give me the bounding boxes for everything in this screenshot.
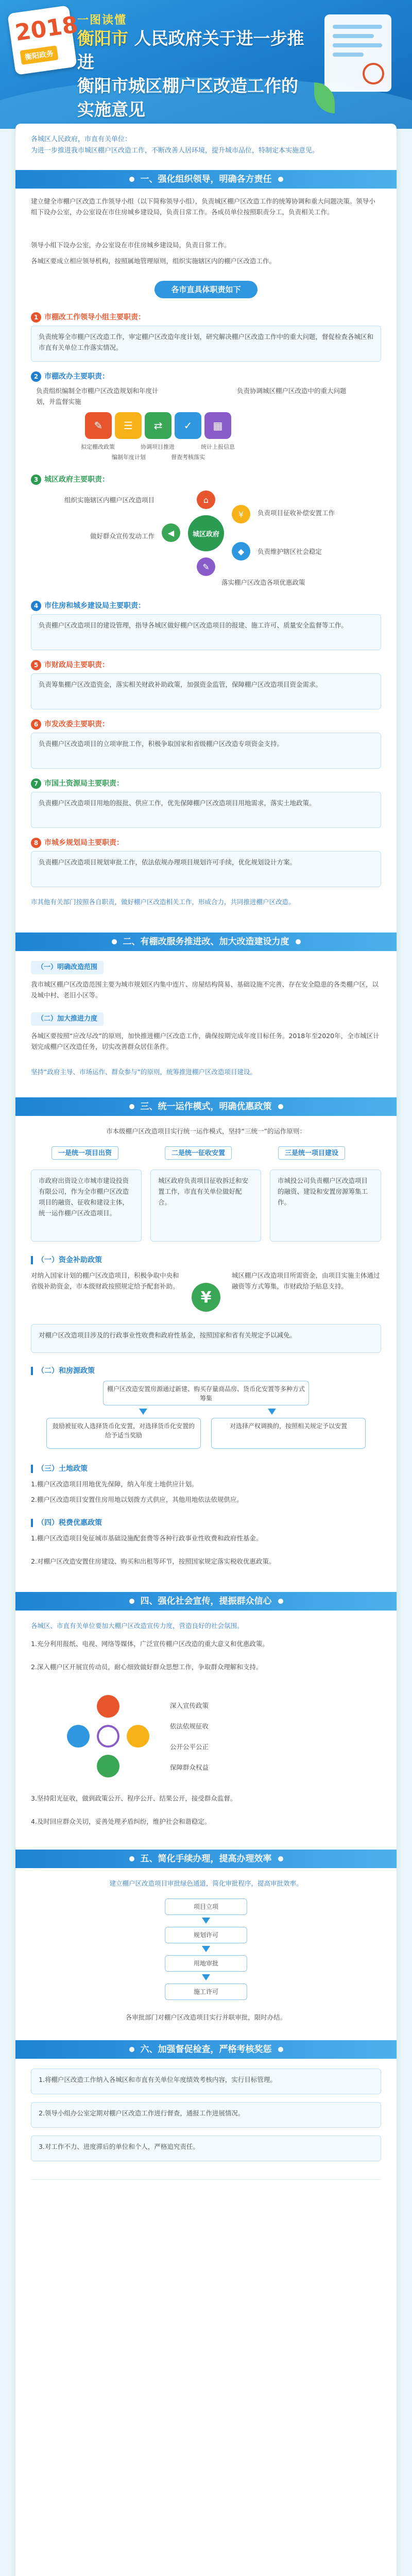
puzzle-piece-coordinate-icon: ⇄: [145, 412, 171, 439]
title-line-1: 人民政府关于进一步推进: [77, 28, 304, 72]
puzzle-label-4: 督查考核落实: [171, 454, 205, 461]
s6-item-1: 1.将棚户区改造工作纳入各城区和市直有关单位年度绩效考核内容，实行目标管理。: [31, 2069, 381, 2094]
flower-diagram: [67, 1695, 149, 1777]
section-1-title: 一、强化组织领导，明确各方责任: [140, 174, 272, 184]
s4-paragraph-3: 3.坚持阳光征收，做到政策公开、程序公开、结果公开，接受群众监督。: [31, 1794, 237, 1802]
intro-text: 各城区人民政府，市直有关单位： 为进一步推进我市城区棚户区改造工作，不断改善人居环境，提升城市品位，特制定本实施意见。: [31, 135, 319, 155]
dept5-box: 负责筹集棚户区改造资金，落实相关财政补助政策，加强资金监管，保障棚户区改造项目资金需求。: [31, 673, 381, 709]
dept7-title: 7 市国土资源局主要职责：: [31, 778, 124, 789]
s3-money-right: 城区棚户区改造项目所需资金，由项目实施主体通过融资等方式筹集，市财政给予贴息支持。: [232, 1272, 380, 1290]
badge-tag: 衡阳政务: [20, 45, 58, 65]
page-title: [77, 27, 319, 122]
s3-mid-box: 城区政府负责项目征收拆迁和安置工作，市直有关单位做好配合。: [150, 1170, 261, 1242]
flow-left: 鼓励被征收人选择货币化安置，对选择货币化安置的给予适当奖励: [46, 1418, 201, 1449]
puzzle-label-1: 拟定棚改政策: [81, 444, 115, 450]
s6-item-3: 3.对工作不力、进度滞后的单位和个人，严格追究责任。: [31, 2136, 381, 2161]
flow-top: 棚户区改造安置房源通过新建、购买存量商品房、货币化安置等多种方式筹集: [103, 1381, 309, 1405]
s5-flow-4: 施工许可: [165, 1984, 247, 2000]
orbit-build-icon: ⌂: [197, 490, 215, 509]
s4-paragraph-2: 2.深入棚户区开展宣传动员，耐心细致做好群众思想工作，争取群众理解和支持。: [31, 1663, 263, 1671]
dept2-left-text: 负责组织编制全市棚户区改造规划和年度计划，并监督实施: [36, 387, 159, 405]
s3-left-box: 市政府出资设立市城市建设投资有限公司，作为全市棚户区改造项目的融资、征收和建设主体，统一运作棚户区改造项目。: [31, 1170, 142, 1242]
s2-paragraph-1: 我市城区棚户区改造范围主要为城市规划区内集中连片、房屋结构简易、基础设施不完善、存在安全隐患的各类棚户区，以及城中村、老旧小区等。: [31, 980, 379, 999]
s3-lead: 市本级棚户区改造项目实行统一运作模式，坚持“三统一”的运作原则：: [106, 1127, 306, 1135]
dept4-box: 负责棚户区改造项目的建设管理，指导各城区做好棚户区改造项目的报建、施工许可、质量安全监督等工作。: [31, 614, 381, 650]
s2-paragraph-3: 坚持“政府主导、市场运作、群众参与”的原则，统筹推进棚户区改造项目建设。: [31, 1068, 256, 1076]
puzzle-row: [85, 412, 231, 439]
s4-paragraph-1: 1.充分利用报纸、电视、网络等媒体，广泛宣传棚户区改造的重大意义和优惠政策。: [31, 1640, 269, 1648]
s2-paragraph-2: 各城区要按照“应改尽改”的原则，加快推进棚户区改造工作，确保按期完成年度目标任务。2018年至2020年，全市城区计划完成棚户区改造任务，切实改善群众居住条件。: [31, 1032, 380, 1050]
header-subtitle: 一图读懂: [77, 14, 127, 27]
s1-paragraph-1: 建立健全市棚户区改造工作领导小组（以下简称领导小组），负责城区棚户区改造工作的统筹协调和重大问题决策。领导小组下设办公室，办公室设在市住房城乡建设局，负责日常工作。各成员单位按照职责分工，负责相关工作。: [31, 197, 375, 216]
puzzle-piece-inspect-icon: ✓: [175, 412, 201, 439]
s5-paragraph-1: 各审批部门对棚户区改造项目实行并联审批，限时办结。: [125, 2013, 287, 2021]
orbit-speaker-icon: ◀: [162, 523, 180, 542]
flower-item-2: 依法依规征收: [170, 1722, 209, 1730]
dept6-title: 6 市发改委主要职责：: [31, 719, 109, 730]
section-6-title: 六、加强督促检查，严格考核奖惩: [140, 2044, 272, 2055]
section-4-title: 四、强化社会宣传，提振群众信心: [140, 1596, 272, 1606]
section-5-title: 五、简化手续办理，提高办理效率: [140, 1854, 272, 1864]
flow-arrow-left: [139, 1409, 147, 1415]
s3-sub-4: （四）税费优惠政策: [31, 1517, 102, 1528]
s5-arrow-3: [202, 1974, 210, 1980]
flow-right: 对选择产权调换的，按照相关规定予以安置: [211, 1418, 366, 1449]
puzzle-label-3: 协调项目推进: [141, 444, 175, 450]
s5-flow-1: 项目立项: [165, 1899, 247, 1915]
s4-paragraph-4: 4.及时回应群众关切，妥善处理矛盾纠纷，维护社会和谐稳定。: [31, 1818, 211, 1825]
s1-paragraph-2: 领导小组下设办公室，办公室设在市住房城乡建设局，负责日常工作。: [31, 241, 231, 249]
section-3-title: 三、统一运作模式，明确优惠政策: [140, 1101, 272, 1112]
flow-arrow-right: [268, 1409, 276, 1415]
flower-item-4: 保障群众权益: [170, 1764, 209, 1771]
section-5-banner: [15, 1850, 397, 1868]
puzzle-label-2: 编制年度计划: [112, 454, 146, 461]
dept7-box: 负责棚户区改造项目用地的报批、供应工作，优先保障棚户区改造项目用地需求，落实土地政策。: [31, 792, 381, 828]
s3-land-2: 2.棚户区改造项目安置住房用地以划拨方式供应，其他用地依法依规供应。: [31, 1496, 243, 1503]
title-line-3: 实施意见: [77, 99, 145, 120]
s5-flow-2: 规划许可: [165, 1927, 247, 1943]
section-1-banner: [15, 170, 397, 189]
s5-lead: 建立棚户区改造项目审批绿色通道，简化审批程序，提高审批效率。: [109, 1879, 303, 1887]
s1-paragraph-3: 各城区要成立相应领导机构，按照属地管理原则，组织实施辖区内的棚户区改造工作。: [31, 257, 276, 265]
s3-sub-1: （一）资金补助政策: [31, 1255, 102, 1265]
content-card: [15, 124, 397, 2576]
s3-tax-2: 2.对棚户区改造安置住房建设、购买和出租等环节，按照国家规定落实税收优惠政策。: [31, 1557, 276, 1565]
year-badge: [7, 5, 80, 75]
s3-chip-3: 三是统一项目建设: [278, 1146, 345, 1160]
money-icon: ¥: [192, 1283, 220, 1312]
s3-land-1: 1.棚户区改造项目用地优先保障，纳入年度土地供应计划。: [31, 1480, 198, 1488]
section-2-title: 二、有棚改服务推进改、加大改造建设力度: [123, 937, 289, 947]
s3-tax-1: 1.棚户区改造项目免征城市基础设施配套费等各种行政事业性收费和政府性基金。: [31, 1534, 263, 1542]
section-6-banner: [15, 2040, 397, 2059]
section-3-banner: [15, 1097, 397, 1116]
dept4-title: 4 市住房和城乡建设局主要职责：: [31, 600, 145, 611]
puzzle-label-5: 统计上报信息: [201, 444, 235, 450]
title-line-2: 衡阳市城区棚户区改造工作的: [77, 76, 298, 96]
s3-sub-3: （三）土地政策: [31, 1463, 88, 1473]
s3-money-left: 对纳入国家计划的棚户区改造项目，积极争取中央和省级补助资金，市本级财政按照规定给予配套补助。: [31, 1272, 179, 1290]
dept1-title: 1 市棚改工作领导小组主要职责：: [31, 312, 145, 323]
orbit-money-icon: ¥: [232, 505, 250, 523]
s4-lead: 各城区、市直有关单位要加大棚户区改造宣传力度，营造良好的社会氛围。: [31, 1622, 244, 1630]
dept8-title: 8 市城乡规划局主要职责：: [31, 837, 124, 848]
orbit-policy-icon: ✎: [197, 557, 215, 576]
dept1-box: 负责统筹全市棚户区改造工作，审定棚户区改造年度计划，研究解决棚户区改造工作中的重大问题，督促检查各城区和市直有关单位工作落实情况。: [31, 326, 381, 362]
title-highlight: 衡阳市: [77, 28, 128, 48]
dept6-box: 负责棚户区改造项目的立项审批工作，积极争取国家和省级棚户区改造专项资金支持。: [31, 733, 381, 769]
dept3-item-2: 负责项目征收补偿安置工作: [258, 509, 335, 517]
s3-chip-1: 一是统一项目出资: [52, 1146, 118, 1160]
puzzle-piece-plan-icon: ☰: [115, 412, 142, 439]
puzzle-piece-report-icon: ▦: [204, 412, 231, 439]
puzzle-piece-policy-icon: ✎: [85, 412, 112, 439]
s1-closing: 市其他有关部门按照各自职责，做好棚户区改造相关工作，形成合力，共同推进棚户区改造。: [31, 898, 295, 906]
s3-sub-2: （二）和房源政策: [31, 1365, 95, 1376]
dept3-item-4: 落实棚户区改造各项优惠政策: [221, 579, 305, 586]
s5-arrow-1: [202, 1918, 210, 1924]
dept3-item-5: 做好群众宣传发动工作: [90, 532, 154, 540]
s2-tag-1: （一）明确改造范围: [31, 961, 104, 974]
flower-item-3: 公开公平公正: [170, 1743, 209, 1751]
divider: [31, 2179, 381, 2180]
s3-money-note: 对棚户区改造项目涉及的行政事业性收费和政府性基金，按照国家和省有关规定予以减免。: [31, 1324, 381, 1353]
year-text: 2018: [13, 11, 80, 46]
district-hub: 城区政府: [188, 515, 224, 551]
s3-right-box: 市城投公司负责棚户区改造项目的融资、建设和安置房源筹集工作。: [270, 1170, 381, 1242]
dept2-right-text: 负责协调城区棚户区改造中的重大问题: [237, 387, 347, 395]
page-header: [0, 0, 412, 129]
s5-arrow-2: [202, 1946, 210, 1952]
dept3-item-1: 组织实施辖区内棚户区改造项目: [64, 496, 154, 504]
dept3-title: 3 城区政府主要职责：: [31, 474, 109, 485]
s2-tag-2: （二）加大推进力度: [31, 1012, 104, 1026]
s3-chip-2: 二是统一征收安置: [165, 1146, 232, 1160]
orbit-shield-icon: ◆: [232, 542, 250, 561]
dept3-item-3: 负责维护辖区社会稳定: [258, 548, 322, 555]
duties-pill: 各市直具体职责如下: [154, 281, 258, 298]
s5-flow-3: 用地审批: [165, 1955, 247, 1972]
flower-item-1: 深入宣传政策: [170, 1702, 209, 1709]
dept8-box: 负责棚户区改造项目规划审批工作，依法依规办理项目规划许可手续，优化规划设计方案。: [31, 851, 381, 887]
section-4-banner: [15, 1592, 397, 1611]
section-2-banner: [15, 933, 397, 951]
document-illustration-icon: [324, 14, 391, 92]
s6-item-2: 2.领导小组办公室定期对棚户区改造工作进行督查，通报工作进展情况。: [31, 2102, 381, 2128]
dept2-title: 2 市棚改办主要职责：: [31, 371, 109, 382]
dept5-title: 5 市财政局主要职责：: [31, 659, 109, 670]
